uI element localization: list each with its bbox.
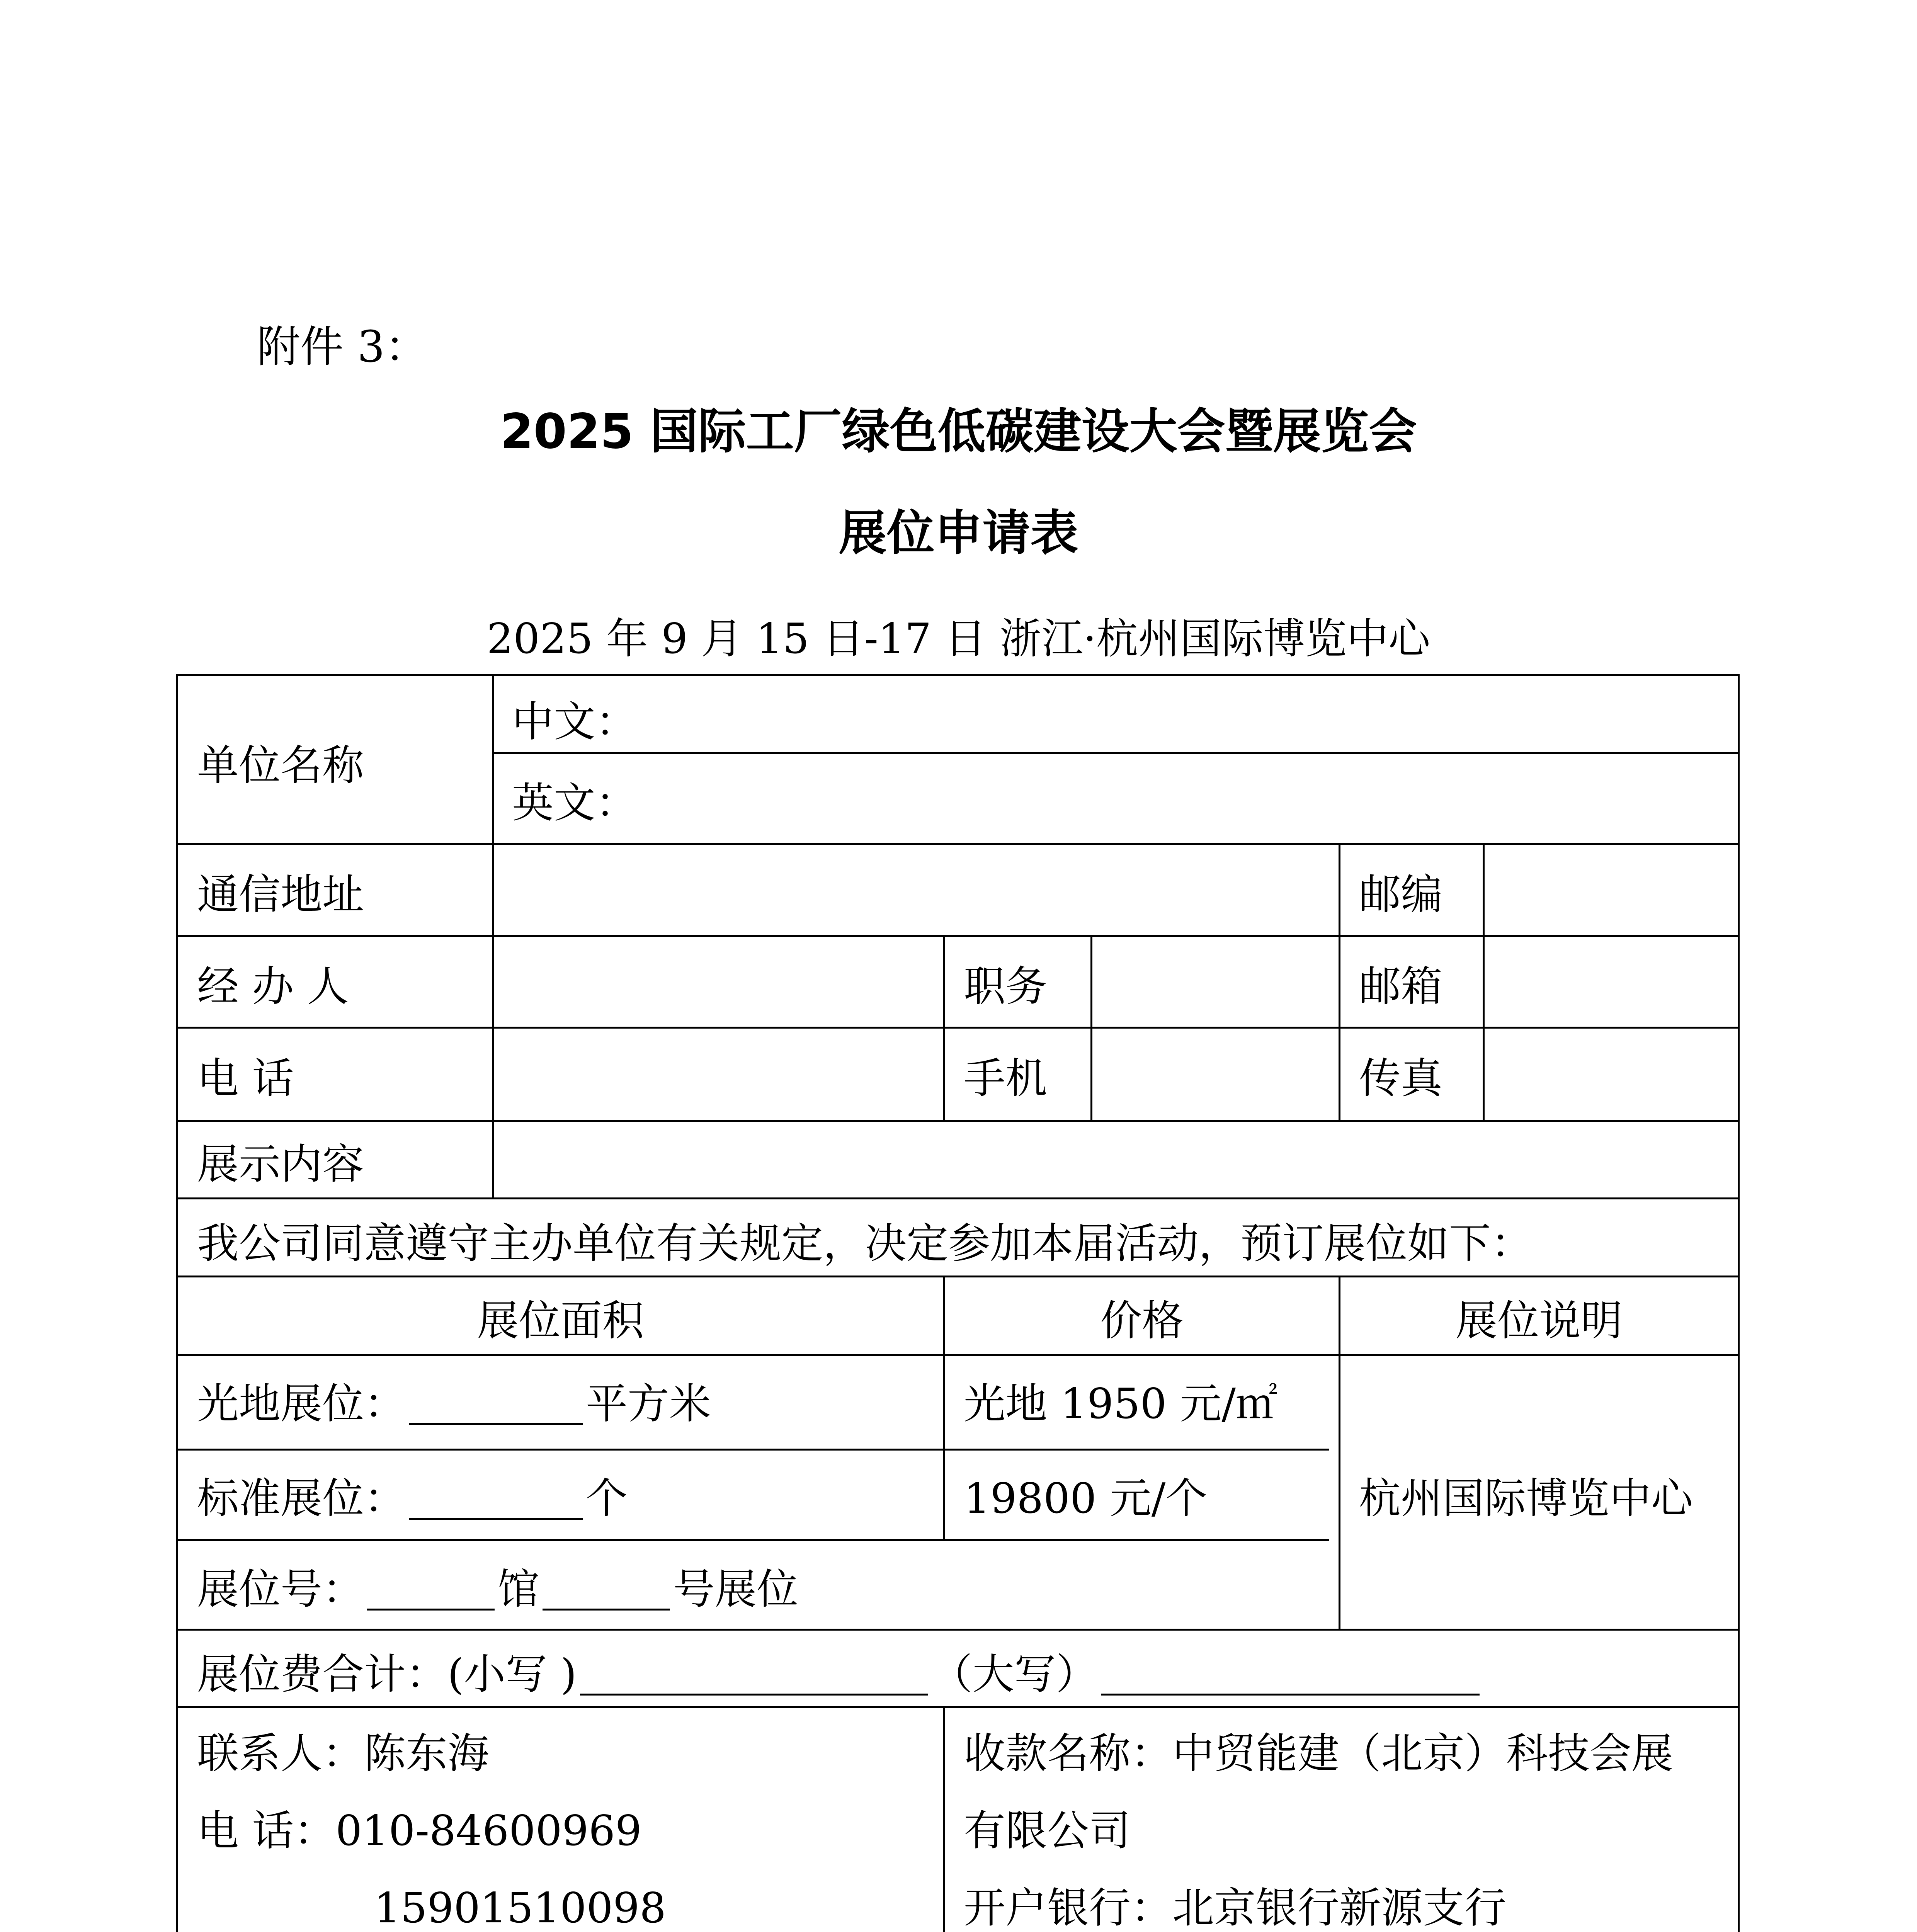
table-line xyxy=(1738,674,1740,1932)
total-fee-prefix: 展位费合计：(小写 ) xyxy=(197,1650,577,1699)
table-line xyxy=(176,1539,1329,1541)
address-label: 通信地址 xyxy=(197,871,364,919)
table-line xyxy=(176,935,1740,937)
raw-space-prefix: 光地展位： xyxy=(197,1380,406,1428)
booth-number-input[interactable] xyxy=(543,1570,670,1611)
col-header-desc: 展位说明 xyxy=(1455,1297,1623,1345)
col-header-area: 展位面积 xyxy=(477,1297,644,1345)
total-fee-upper-label: （大写） xyxy=(930,1650,1098,1699)
contact-person: 联系人：陈东海 xyxy=(197,1730,490,1778)
table-line xyxy=(176,1027,1740,1029)
standard-booth-row xyxy=(197,1475,628,1523)
table-line xyxy=(176,1197,1740,1199)
payee-name: 收款名称：中贸能建（北京）科技会展 xyxy=(964,1730,1674,1778)
table-line xyxy=(943,935,945,1122)
booth-no-hall: 馆 xyxy=(498,1565,540,1614)
table-line xyxy=(1339,843,1340,1122)
table-line xyxy=(176,1354,1740,1356)
bank-name: 开户银行：北京银行新源支行 xyxy=(964,1884,1507,1932)
table-line xyxy=(176,1629,1740,1631)
phone-label: 电 话 xyxy=(197,1054,294,1103)
contact-phone-2: 15901510098 xyxy=(374,1884,666,1932)
booth-no-suffix: 号展位 xyxy=(673,1565,799,1614)
table-line xyxy=(176,1276,1740,1277)
table-line xyxy=(1090,935,1092,1122)
standard-booth-count-input[interactable] xyxy=(409,1479,583,1520)
col-header-price: 价格 xyxy=(1100,1297,1184,1345)
standard-booth-price: 19800 元/个 xyxy=(964,1475,1208,1523)
raw-space-suffix: 平方米 xyxy=(586,1380,711,1428)
booth-no-prefix: 展位号： xyxy=(197,1565,364,1614)
table-line xyxy=(176,1706,1740,1708)
total-fee-row xyxy=(197,1650,1483,1699)
table-line xyxy=(176,843,1740,845)
venue-description: 杭州国际博览中心 xyxy=(1359,1475,1693,1523)
document-title: 2025 国际工厂绿色低碳建设大会暨展览会 xyxy=(500,404,1417,459)
payee-name-cont: 有限公司 xyxy=(964,1807,1131,1855)
standard-prefix: 标准展位： xyxy=(197,1475,406,1523)
fax-label: 传真 xyxy=(1359,1054,1443,1103)
table-line xyxy=(176,1449,1329,1451)
table-line xyxy=(176,1120,1740,1122)
raw-space-area-input[interactable] xyxy=(409,1384,583,1425)
booth-number-row xyxy=(197,1565,799,1614)
total-fee-uppercase-input[interactable] xyxy=(1101,1655,1480,1696)
total-fee-lowercase-input[interactable] xyxy=(580,1655,928,1696)
unit-name-label: 单位名称 xyxy=(197,742,364,790)
event-date-venue: 2025 年 9 月 15 日-17 日 浙江·杭州国际博览中心 xyxy=(486,615,1431,663)
mobile-label: 手机 xyxy=(964,1054,1048,1103)
hall-number-input[interactable] xyxy=(367,1570,495,1611)
raw-space-price: 光地 1950 元/㎡ xyxy=(964,1380,1277,1428)
attachment-label: 附件 3： xyxy=(257,322,428,372)
raw-space-row xyxy=(197,1380,711,1428)
table-line xyxy=(1483,843,1485,1122)
postcode-label: 邮编 xyxy=(1359,871,1443,919)
standard-suffix: 个 xyxy=(586,1475,628,1523)
email-label: 邮箱 xyxy=(1359,963,1443,1011)
agreement-text: 我公司同意遵守主办单位有关规定，决定参加本届活动，预订展位如下： xyxy=(197,1219,1533,1268)
table-line xyxy=(492,674,494,1199)
table-line xyxy=(492,752,1740,754)
chinese-name-field[interactable]: 中文： xyxy=(512,698,638,746)
table-line xyxy=(943,1706,945,1932)
handler-label: 经 办 人 xyxy=(197,963,349,1011)
exhibit-content-label: 展示内容 xyxy=(197,1140,364,1189)
contact-phone: 电 话：010-84600969 xyxy=(197,1807,642,1855)
position-label: 职务 xyxy=(964,963,1048,1011)
english-name-field[interactable]: 英文： xyxy=(512,779,638,827)
table-line xyxy=(176,674,1740,676)
form-title: 展位申请表 xyxy=(839,505,1078,561)
